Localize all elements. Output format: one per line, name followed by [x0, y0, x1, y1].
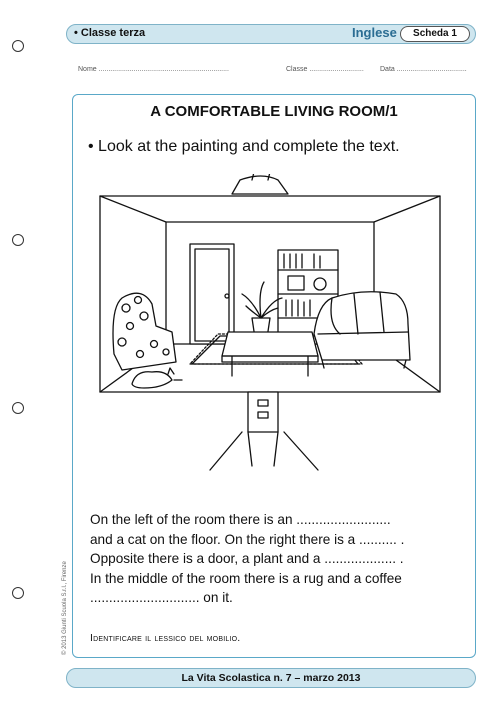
learning-objective: Identificare il lessico del mobilio. — [90, 632, 241, 644]
text-line: and a cat on the floor. On the right there is a .......... . — [90, 531, 405, 547]
sheet-label: Scheda 1 — [400, 26, 470, 42]
living-room-painting — [92, 174, 448, 474]
date-field[interactable]: Data .................................... — [380, 66, 467, 73]
footer-bar: La Vita Scolastica n. 7 – marzo 2013 — [66, 668, 476, 688]
text-line: ............................. on it. — [90, 590, 233, 605]
class-field[interactable]: Classe ............................ — [286, 66, 364, 73]
name-field[interactable]: Nome ................................................................... — [78, 66, 229, 73]
fill-in-text — [90, 510, 472, 608]
text-line: On the left of the room there is an ......................... — [90, 512, 391, 527]
binder-hole — [12, 234, 24, 246]
binder-hole — [12, 402, 24, 414]
worksheet-title: A COMFORTABLE LIVING ROOM/1 — [150, 103, 398, 120]
instruction: • Look at the painting and complete the text. — [88, 138, 400, 155]
copyright-notice: © 2013 Giunti Scuola S.r.l., Firenze — [62, 561, 68, 655]
class-label: • Classe terza — [74, 27, 146, 39]
subject-label: Inglese — [352, 25, 397, 40]
text-line: Opposite there is a door, a plant and a ................... . — [90, 551, 404, 566]
text-line: In the middle of the room there is a rug and a coffee — [90, 570, 402, 586]
binder-hole — [12, 587, 24, 599]
binder-hole — [12, 40, 24, 52]
